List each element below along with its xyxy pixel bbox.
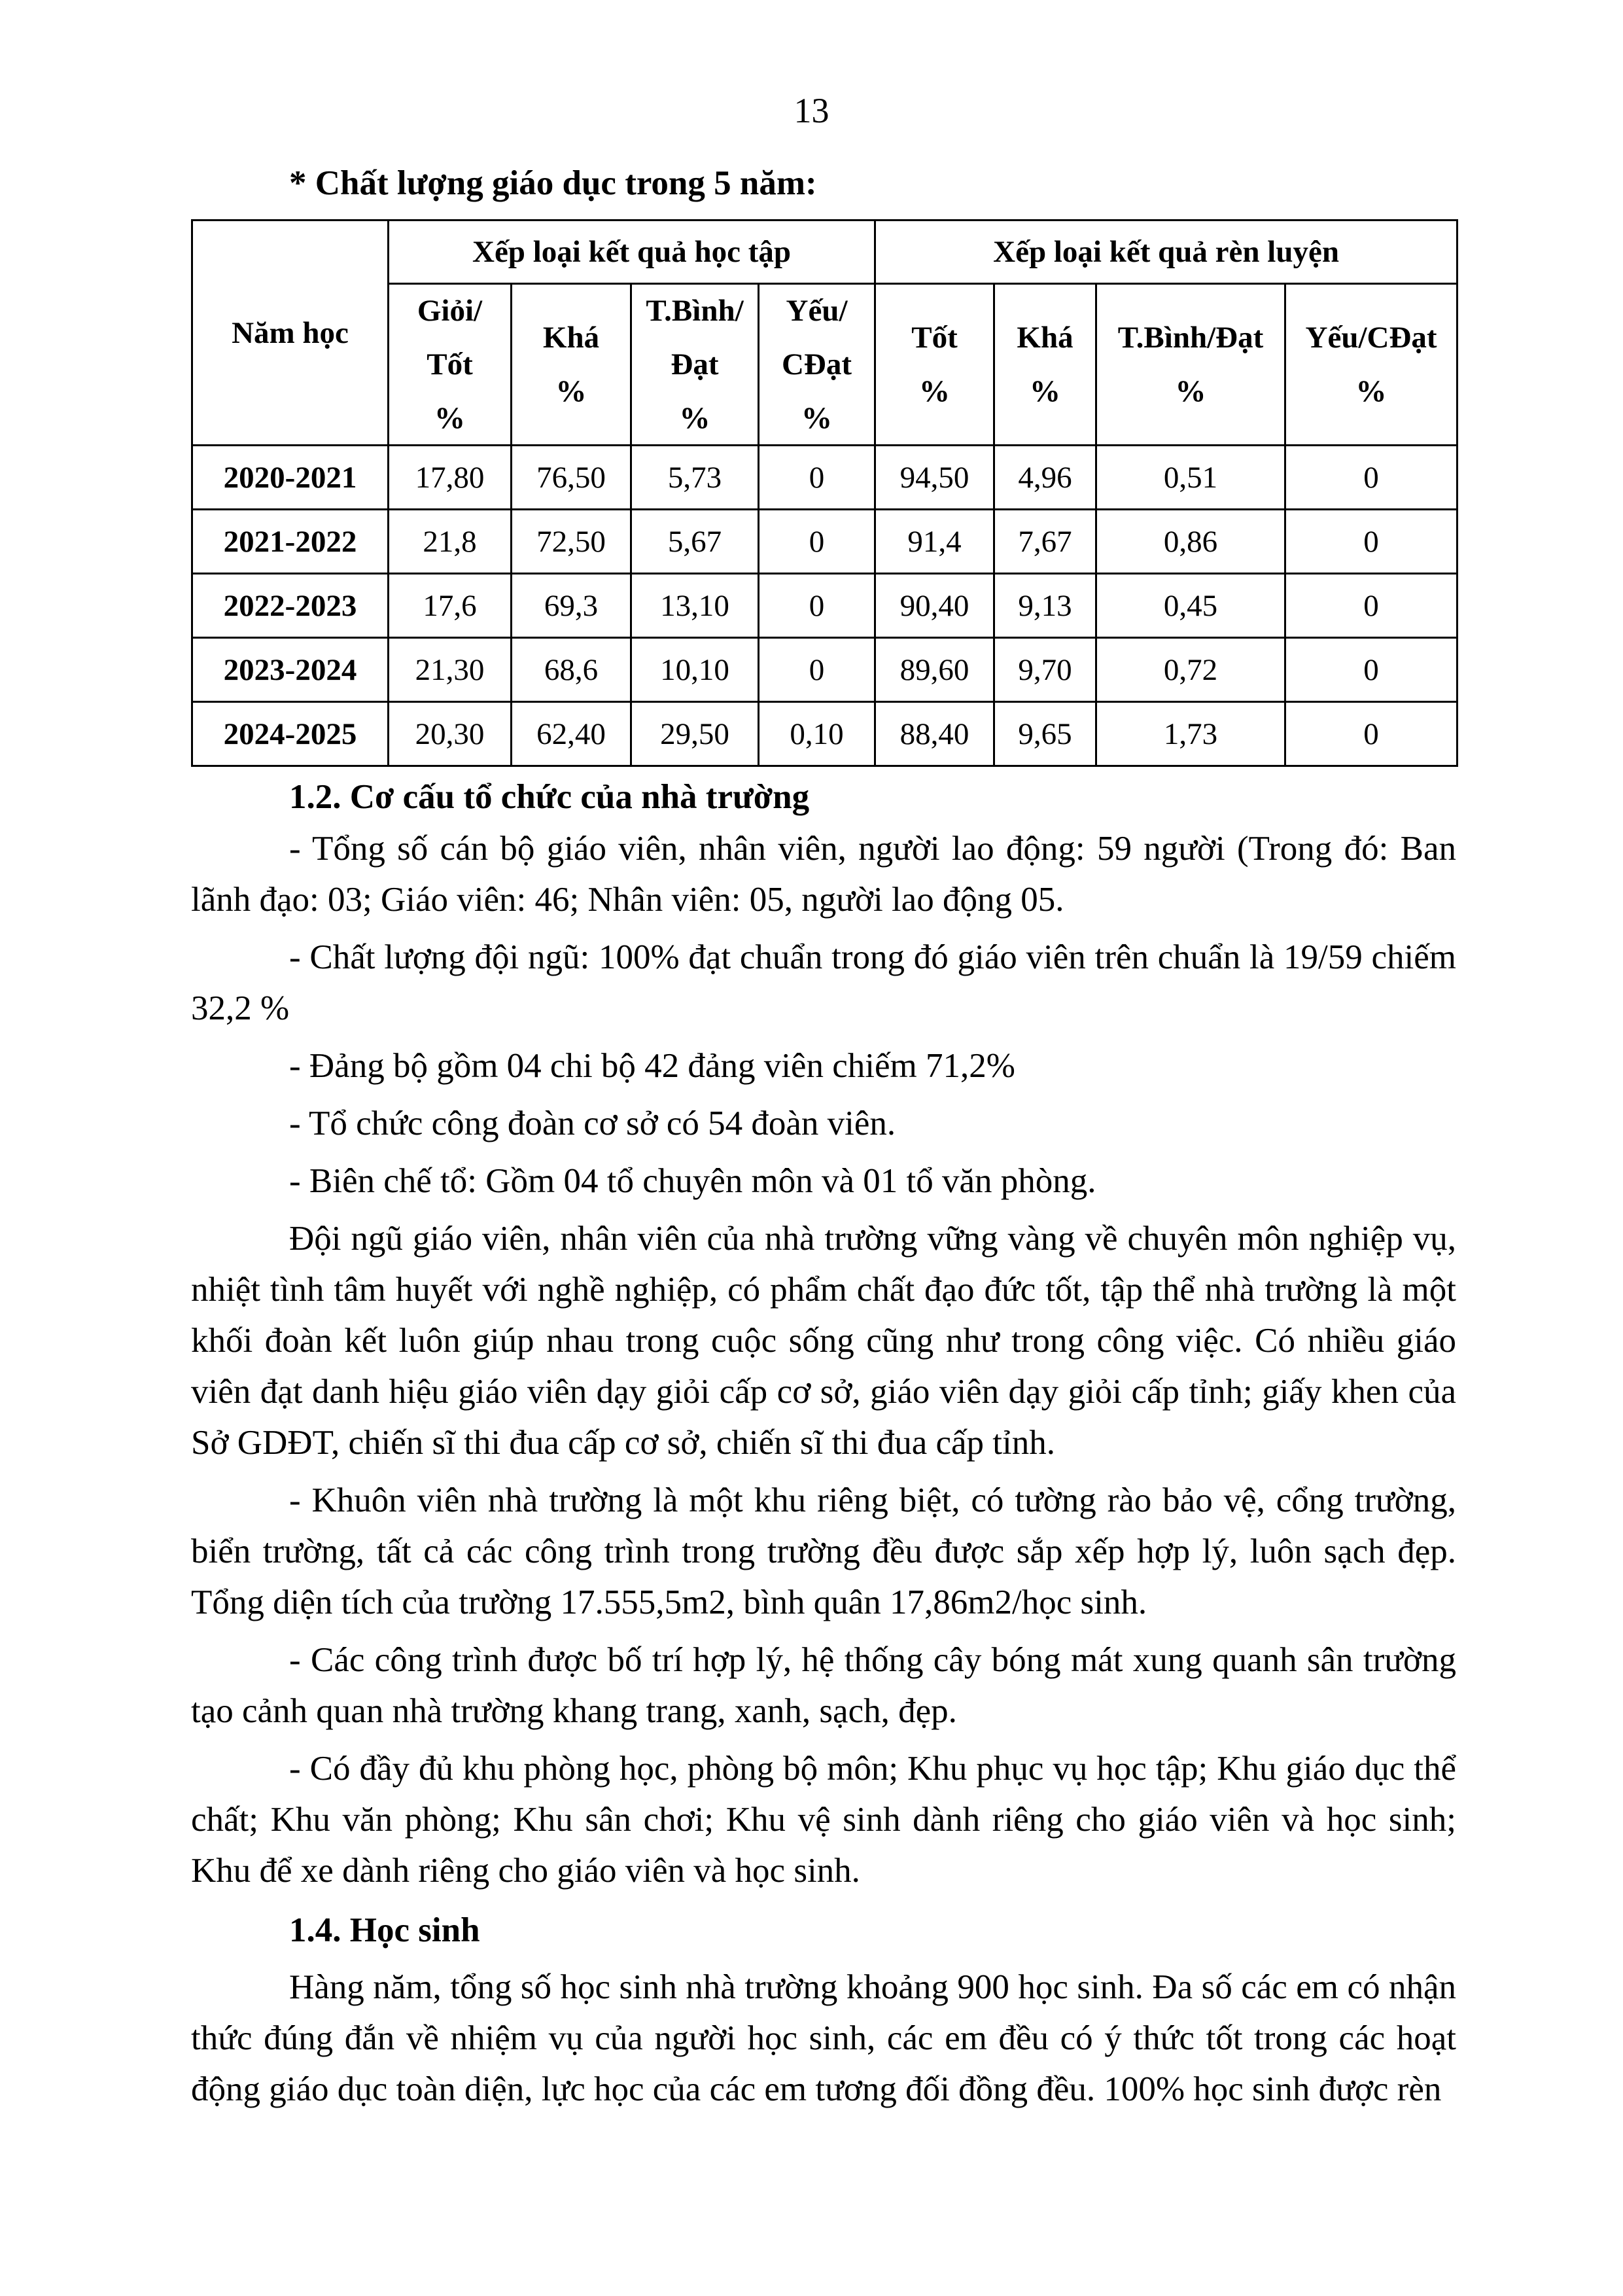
- value-cell: 17,80: [389, 446, 512, 510]
- column-header: [994, 284, 1096, 446]
- paragraph: - Các công trình được bố trí hợp lý, hệ thống cây bóng mát xung quanh sân trường tạo cảnh quan nhà trường khang trang, xanh, sạch, đẹp.: [191, 1641, 1456, 1730]
- study-group-header: Xếp loại kết quả học tập: [389, 221, 875, 284]
- value-cell: 0,51: [1096, 446, 1285, 510]
- column-header-line: Tốt: [911, 321, 958, 355]
- value-cell: 91,4: [875, 510, 994, 574]
- table-row: [192, 446, 1457, 510]
- value-cell: 0: [759, 446, 875, 510]
- table-row: [192, 702, 1457, 766]
- value-cell: 9,13: [994, 574, 1096, 638]
- table-row: [192, 574, 1457, 638]
- section-1-4-heading: 1.4. Học sinh: [289, 1911, 480, 1949]
- column-header-line: %: [679, 401, 710, 435]
- column-header: [389, 284, 512, 446]
- column-header-line: %: [555, 374, 587, 408]
- year-cell: 2021-2022: [192, 510, 389, 574]
- column-header-line: %: [1175, 374, 1206, 408]
- conduct-group-header: Xếp loại kết quả rèn luyện: [875, 221, 1457, 284]
- paragraph: Hàng năm, tổng số học sinh nhà trường khoảng 900 học sinh. Đa số các em có nhận thức đúng đắn về nhiệm vụ của người học sinh, các em đều có ý thức tốt trong các hoạt động giáo dục toàn diện, lực học của các em tương đối đồng đều. 100% học sinh được rèn: [191, 1968, 1456, 2108]
- value-cell: 0,45: [1096, 574, 1285, 638]
- column-header-line: T.Bình/: [646, 294, 744, 328]
- value-cell: 21,8: [389, 510, 512, 574]
- table-title: * Chất lượng giáo dục trong 5 năm:: [289, 164, 817, 202]
- column-header-line: %: [801, 401, 833, 435]
- value-cell: 17,6: [389, 574, 512, 638]
- year-cell: 2023-2024: [192, 638, 389, 702]
- value-cell: 5,73: [631, 446, 759, 510]
- column-header: [759, 284, 875, 446]
- column-header: [1285, 284, 1457, 446]
- value-cell: 4,96: [994, 446, 1096, 510]
- table-row: [192, 638, 1457, 702]
- column-header: [1096, 284, 1285, 446]
- value-cell: 88,40: [875, 702, 994, 766]
- paragraph: - Đảng bộ gồm 04 chi bộ 42 đảng viên chiếm 71,2%: [289, 1047, 1015, 1085]
- section-1-2-heading: 1.2. Cơ cấu tổ chức của nhà trường: [289, 778, 810, 816]
- year-cell: 2022-2023: [192, 574, 389, 638]
- column-header-line: %: [434, 401, 465, 435]
- table-row: [192, 510, 1457, 574]
- value-cell: 9,65: [994, 702, 1096, 766]
- value-cell: 5,67: [631, 510, 759, 574]
- value-cell: 0: [1285, 638, 1457, 702]
- value-cell: 0: [1285, 446, 1457, 510]
- paragraph: - Tổ chức công đoàn cơ sở có 54 đoàn viên.: [289, 1104, 896, 1142]
- value-cell: 29,50: [631, 702, 759, 766]
- year-header: Năm học: [192, 221, 389, 446]
- column-header-line: Khá: [1017, 321, 1073, 355]
- column-header: [512, 284, 631, 446]
- column-header: [875, 284, 994, 446]
- value-cell: 0,72: [1096, 638, 1285, 702]
- value-cell: 0: [759, 638, 875, 702]
- value-cell: 89,60: [875, 638, 994, 702]
- paragraph: - Tổng số cán bộ giáo viên, nhân viên, người lao động: 59 người (Trong đó: Ban lãnh đạo: 03; Giáo viên: 46; Nhân viên: 05, người lao động 05.: [191, 830, 1456, 919]
- value-cell: 68,6: [512, 638, 631, 702]
- column-header-line: Yếu/CĐạt: [1305, 321, 1437, 355]
- value-cell: 0: [1285, 574, 1457, 638]
- value-cell: 9,70: [994, 638, 1096, 702]
- value-cell: 20,30: [389, 702, 512, 766]
- value-cell: 72,50: [512, 510, 631, 574]
- column-header-line: Yếu/: [786, 294, 848, 328]
- year-cell: 2024-2025: [192, 702, 389, 766]
- value-cell: 0: [759, 574, 875, 638]
- paragraph: - Khuôn viên nhà trường là một khu riêng biệt, có tường rào bảo vệ, cổng trường, biển trường, tất cả các công trình trong trường đều được sắp xếp hợp lý, luôn sạch đẹp. Tổng diện tích của trường 17.555,5m2, bình quân 17,86m2/học sinh.: [191, 1481, 1456, 1621]
- value-cell: 0,10: [759, 702, 875, 766]
- education-quality-table: [191, 219, 1458, 767]
- column-header-line: Khá: [542, 321, 600, 355]
- value-cell: 21,30: [389, 638, 512, 702]
- column-header-line: Tốt: [427, 347, 473, 381]
- value-cell: 13,10: [631, 574, 759, 638]
- value-cell: 76,50: [512, 446, 631, 510]
- year-cell: 2020-2021: [192, 446, 389, 510]
- column-header-line: %: [1030, 374, 1061, 408]
- value-cell: 69,3: [512, 574, 631, 638]
- column-header-line: %: [919, 374, 951, 408]
- value-cell: 10,10: [631, 638, 759, 702]
- value-cell: 1,73: [1096, 702, 1285, 766]
- value-cell: 7,67: [994, 510, 1096, 574]
- value-cell: 62,40: [512, 702, 631, 766]
- value-cell: 94,50: [875, 446, 994, 510]
- value-cell: 0: [759, 510, 875, 574]
- page-number: 13: [794, 91, 829, 130]
- column-header-line: CĐạt: [781, 347, 852, 381]
- column-header-line: Đạt: [671, 347, 719, 381]
- value-cell: 0: [1285, 702, 1457, 766]
- paragraph: - Biên chế tổ: Gồm 04 tổ chuyên môn và 01 tổ văn phòng.: [289, 1162, 1096, 1200]
- page-content: [191, 157, 1456, 2115]
- column-header-line: T.Bình/Đạt: [1117, 321, 1264, 355]
- column-header-line: Giỏi/: [417, 294, 483, 328]
- value-cell: 90,40: [875, 574, 994, 638]
- value-cell: 0,86: [1096, 510, 1285, 574]
- paragraph: - Có đầy đủ khu phòng học, phòng bộ môn; Khu phục vụ học tập; Khu giáo dục thể chất; Khu văn phòng; Khu sân chơi; Khu vệ sinh dành riêng cho giáo viên và học sinh; Khu để xe dành riêng cho giáo viên và học sinh.: [191, 1750, 1456, 1890]
- value-cell: 0: [1285, 510, 1457, 574]
- column-header-line: %: [1355, 374, 1387, 408]
- paragraph: - Chất lượng đội ngũ: 100% đạt chuẩn trong đó giáo viên trên chuẩn là 19/59 chiếm 32,2 %: [191, 938, 1456, 1027]
- paragraph: Đội ngũ giáo viên, nhân viên của nhà trường vững vàng về chuyên môn nghiệp vụ, nhiệt tình tâm huyết với nghề nghiệp, có phẩm chất đạo đức tốt, tập thể nhà trường là một khối đoàn kết luôn giúp nhau trong cuộc sống cũng như trong công việc. Có nhiều giáo viên đạt danh hiệu giáo viên dạy giỏi cấp cơ sở, giáo viên dạy giỏi cấp tỉnh; giấy khen của Sở GDĐT, chiến sĩ thi đua cấp cơ sở, chiến sĩ thi đua cấp tỉnh.: [191, 1220, 1456, 1462]
- column-header: [631, 284, 759, 446]
